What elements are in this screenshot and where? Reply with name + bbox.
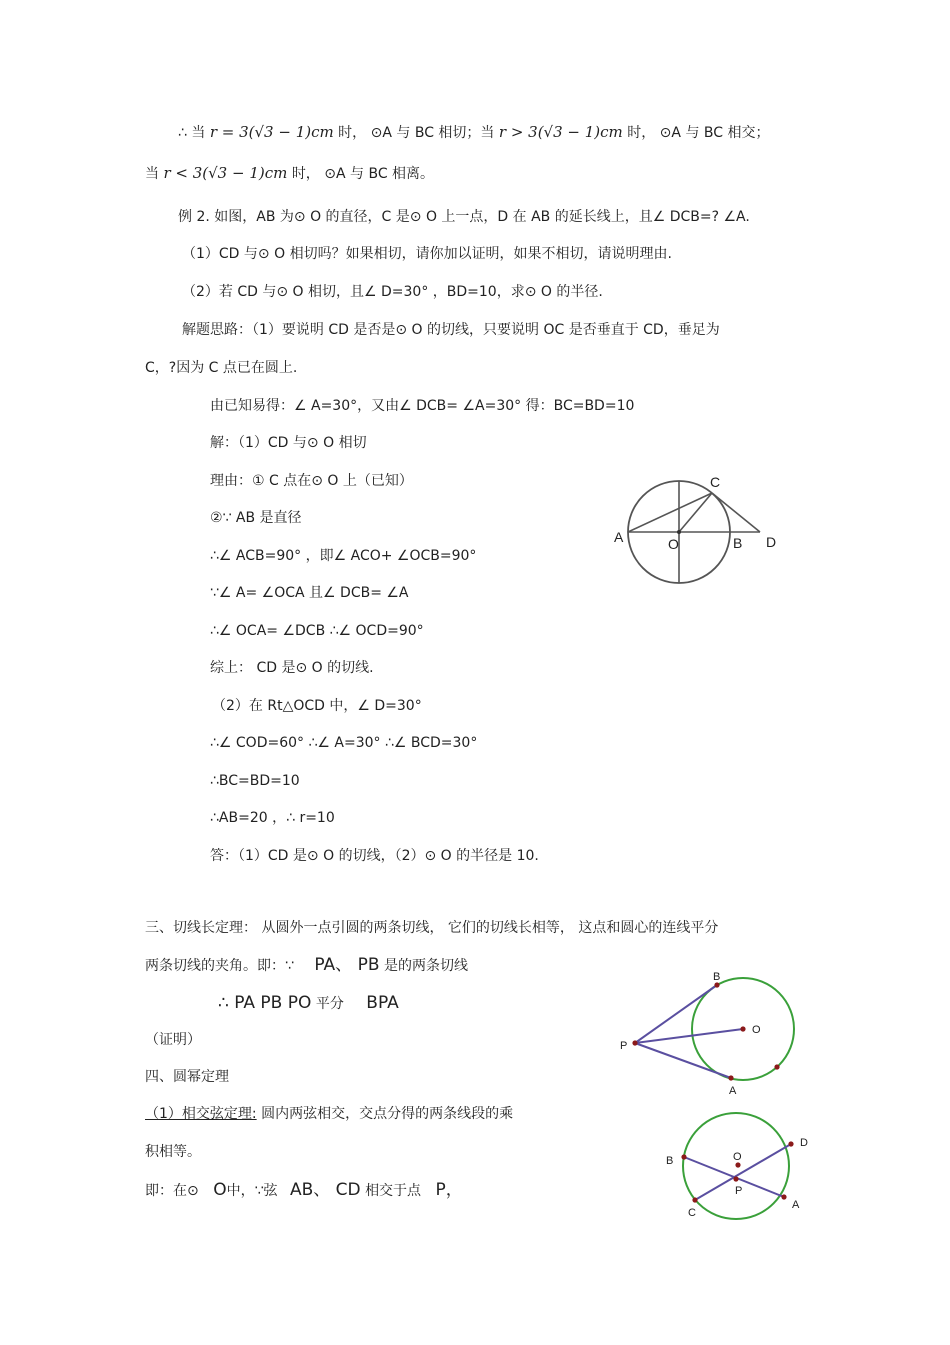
label-b: B — [733, 535, 743, 551]
question-1: （1）CD 与⊙ O 相切吗？如果相切，请你加以证明，如果不相切，请说明理由. — [182, 246, 673, 262]
label-a: A — [792, 1199, 800, 1211]
point-o — [735, 1162, 740, 1167]
point-a — [728, 1075, 733, 1080]
chord-cd — [695, 1144, 791, 1200]
therefore-when: ∴ 当 — [178, 125, 206, 141]
label-d: D — [766, 534, 777, 550]
last-line-b: O — [213, 1180, 227, 1200]
step-9: （2）在 Rt△OCD 中，∠ D=30° — [212, 698, 422, 714]
section-3-line-3a: ∴ PA PB PO — [218, 993, 312, 1013]
label-o: O — [752, 1024, 761, 1036]
section-3-line-2 — [145, 955, 468, 976]
point-p — [632, 1040, 637, 1045]
proof-note: （证明） — [145, 1032, 201, 1048]
figure-tangent-cd — [600, 465, 800, 595]
step-7: ∴∠ OCA= ∠DCB ∴∠ OCD=90° — [210, 623, 424, 639]
step-12: ∴AB=20 ，∴ r=10 — [210, 810, 335, 826]
section-3-line-3c: BPA — [366, 993, 399, 1013]
line-2 — [145, 163, 434, 184]
last-line-a: 即：在⊙ — [145, 1183, 199, 1199]
when: 当 — [145, 166, 159, 182]
section-3-line-3 — [218, 993, 399, 1014]
last-line-c: 中，∵弦 — [226, 1183, 278, 1199]
label-c: C — [710, 474, 721, 490]
last-line-f: P， — [435, 1180, 463, 1200]
step-2: 解：（1）CD 与⊙ O 相切 — [210, 435, 367, 451]
section-3-line-3b: 平分 — [315, 996, 344, 1012]
chord-theorem-line-2: 积相等。 — [145, 1144, 201, 1160]
chord-theorem-title: （1）相交弦定理: — [145, 1106, 257, 1122]
point-a — [781, 1194, 786, 1199]
section-3-line-2b: PA、 PB — [314, 955, 380, 975]
step-10: ∴∠ COD=60° ∴∠ A=30° ∴∠ BCD=30° — [210, 735, 478, 751]
label-o: O — [733, 1151, 742, 1163]
example-2: 例 2. 如图，AB 为⊙ O 的直径，C 是⊙ O 上一点，D 在 AB 的延长线上，且∠ DCB=? ∠A. — [178, 209, 750, 225]
section-4-heading: 四、圆幂定理 — [145, 1069, 229, 1085]
last-line — [145, 1180, 463, 1201]
label-a: A — [729, 1085, 737, 1097]
point-extra — [774, 1064, 779, 1069]
figure-intersecting-chords — [660, 1108, 820, 1223]
step-4: ②∵ AB 是直径 — [210, 510, 302, 526]
text-separate: 时， ⊙A 与 BC 相离。 — [291, 166, 435, 182]
segment-oc — [679, 493, 712, 532]
point-o — [677, 530, 681, 534]
step-6: ∵∠ A= ∠OCA 且∠ DCB= ∠A — [210, 585, 409, 601]
point-p — [733, 1176, 738, 1181]
label-p: P — [620, 1040, 628, 1052]
label-a: A — [614, 529, 624, 545]
tangent-pa — [635, 1043, 731, 1078]
label-b: B — [713, 971, 721, 983]
last-line-d: AB、 CD — [289, 1180, 361, 1200]
chord-theorem — [145, 1104, 513, 1124]
section-3-line-2a: 两条切线的夹角。即：∵ — [145, 958, 294, 974]
point-d — [788, 1141, 793, 1146]
last-line-e: 相交于点 — [365, 1183, 422, 1199]
label-c: C — [688, 1207, 696, 1219]
line-1 — [178, 122, 769, 143]
solution-idea-1: 解题思路：（1）要说明 CD 是否是⊙ O 的切线，只要说明 OC 是否垂直于 CD，垂足为 — [182, 322, 720, 338]
chord-theorem-text: 圆内两弦相交，交点分得的两条线段的乘 — [256, 1106, 514, 1122]
label-d: D — [800, 1137, 808, 1149]
step-8: 综上： CD 是⊙ O 的切线. — [210, 660, 374, 676]
formula-r-less: r < 3(√3 − 1)cm — [163, 164, 288, 182]
section-3-line-2c: 是的两条切线 — [383, 958, 468, 974]
step-1: 由已知易得：∠ A=30°，又由∠ DCB= ∠A=30° 得：BC=BD=10 — [210, 398, 635, 414]
point-b — [681, 1154, 686, 1159]
step-3: 理由：① C 点在⊙ O 上（已知） — [210, 473, 413, 489]
text-intersect: 时， ⊙A 与 BC 相交； — [627, 125, 770, 141]
section-3-heading: 三、切线长定理： 从圆外一点引圆的两条切线， 它们的切线长相等， 这点和圆心的连线平分 — [145, 920, 719, 936]
segment-cd — [712, 493, 760, 532]
point-c — [692, 1197, 697, 1202]
question-2: （2）若 CD 与⊙ O 相切，且∠ D=30° ，BD=10，求⊙ O 的半径. — [182, 284, 603, 300]
formula-r-greater: r > 3(√3 − 1)cm — [498, 123, 623, 141]
step-5: ∴∠ ACB=90° ，即∠ ACO+ ∠OCB=90° — [210, 548, 477, 564]
label-o: O — [668, 536, 679, 552]
label-b: B — [666, 1155, 674, 1167]
point-b — [714, 982, 719, 987]
answer: 答：（1）CD 是⊙ O 的切线，（2）⊙ O 的半径是 10. — [210, 848, 539, 864]
figure-tangent-length — [610, 965, 810, 1100]
step-11: ∴BC=BD=10 — [210, 773, 300, 789]
label-p: P — [735, 1185, 743, 1197]
formula-r-equal: r = 3(√3 − 1)cm — [209, 123, 334, 141]
point-o — [740, 1026, 745, 1031]
solution-idea-2: C，?因为 C 点已在圆上. — [145, 360, 298, 376]
text-tangent: 时， ⊙A 与 BC 相切；当 — [338, 125, 495, 141]
